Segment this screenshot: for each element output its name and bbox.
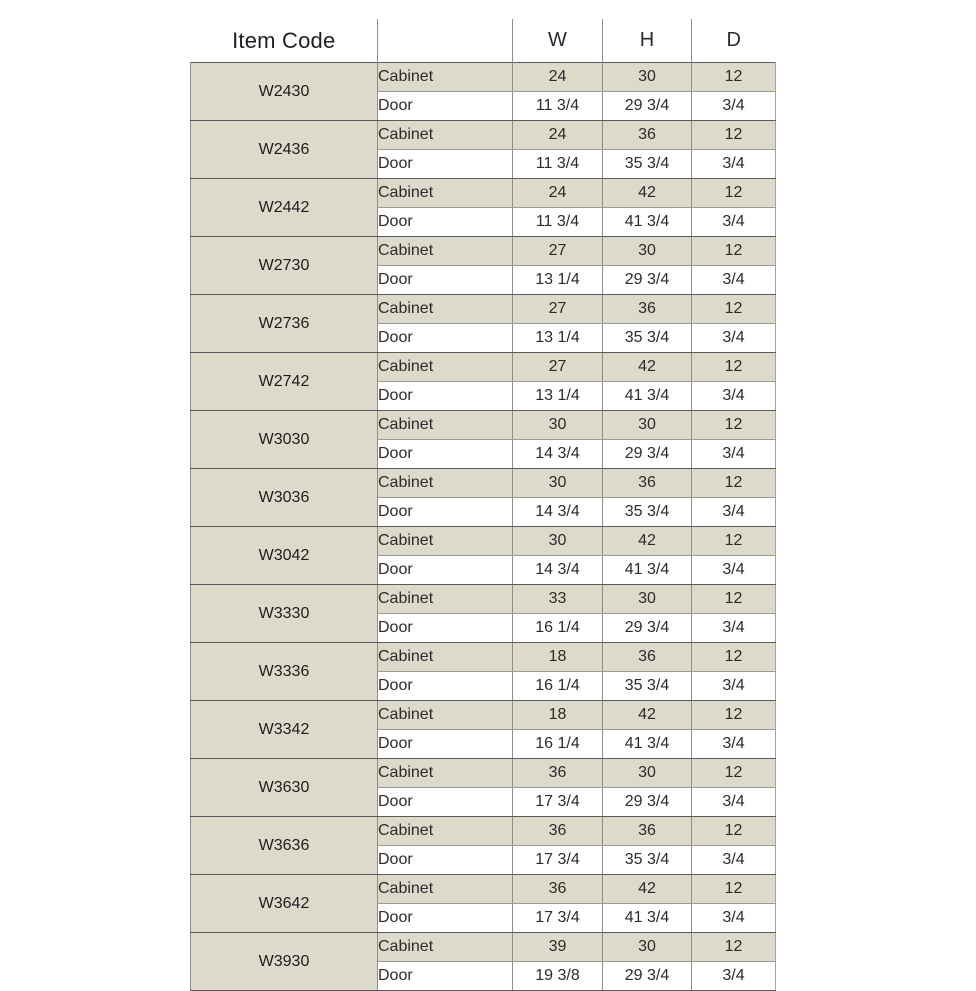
cabinet-value-cell: 12	[692, 237, 776, 266]
cabinet-value-cell: 12	[692, 933, 776, 962]
door-label-cell: Door	[378, 614, 513, 643]
door-value-cell: 3/4	[692, 904, 776, 933]
door-label-cell: Door	[378, 208, 513, 237]
cabinet-value-cell: 30	[513, 527, 603, 556]
cabinet-value-cell: 24	[513, 121, 603, 150]
door-value-cell: 3/4	[692, 208, 776, 237]
item-code-cell: W3042	[191, 527, 378, 585]
cabinet-label-cell: Cabinet	[378, 701, 513, 730]
cabinet-value-cell: 12	[692, 585, 776, 614]
cabinet-value-cell: 42	[603, 527, 692, 556]
cabinet-value-cell: 42	[603, 875, 692, 904]
door-value-cell: 3/4	[692, 266, 776, 295]
item-code-cell: W3642	[191, 875, 378, 933]
door-label-cell: Door	[378, 440, 513, 469]
cabinet-label-cell: Cabinet	[378, 179, 513, 208]
door-label-cell: Door	[378, 382, 513, 411]
door-value-cell: 3/4	[692, 382, 776, 411]
cabinet-value-cell: 30	[603, 759, 692, 788]
cabinet-row	[191, 817, 776, 846]
cabinet-label-cell: Cabinet	[378, 933, 513, 962]
cabinet-label-cell: Cabinet	[378, 875, 513, 904]
cabinet-row	[191, 353, 776, 382]
height-column-header: H	[603, 19, 692, 63]
cabinet-value-cell: 12	[692, 643, 776, 672]
door-value-cell: 29 3/4	[603, 788, 692, 817]
cabinet-value-cell: 36	[603, 121, 692, 150]
door-value-cell: 29 3/4	[603, 440, 692, 469]
door-label-cell: Door	[378, 150, 513, 179]
door-value-cell: 17 3/4	[513, 846, 603, 875]
cabinet-value-cell: 12	[692, 875, 776, 904]
cabinet-value-cell: 36	[603, 469, 692, 498]
cabinet-label-cell: Cabinet	[378, 643, 513, 672]
cabinet-label-cell: Cabinet	[378, 295, 513, 324]
cabinet-value-cell: 27	[513, 353, 603, 382]
door-value-cell: 41 3/4	[603, 904, 692, 933]
door-value-cell: 16 1/4	[513, 730, 603, 759]
cabinet-value-cell: 24	[513, 63, 603, 92]
cabinet-row	[191, 875, 776, 904]
cabinet-value-cell: 30	[513, 411, 603, 440]
cabinet-label-cell: Cabinet	[378, 585, 513, 614]
door-value-cell: 16 1/4	[513, 614, 603, 643]
cabinet-value-cell: 36	[603, 295, 692, 324]
door-value-cell: 14 3/4	[513, 556, 603, 585]
cabinet-value-cell: 18	[513, 643, 603, 672]
cabinet-value-cell: 30	[513, 469, 603, 498]
header-row	[191, 19, 776, 63]
door-value-cell: 35 3/4	[603, 324, 692, 353]
door-value-cell: 29 3/4	[603, 962, 692, 991]
cabinet-value-cell: 12	[692, 179, 776, 208]
width-column-header: W	[513, 19, 603, 63]
cabinet-value-cell: 24	[513, 179, 603, 208]
door-value-cell: 3/4	[692, 150, 776, 179]
item-code-cell: W2730	[191, 237, 378, 295]
door-value-cell: 41 3/4	[603, 208, 692, 237]
item-code-cell: W2442	[191, 179, 378, 237]
spec-table-body	[191, 63, 776, 991]
door-value-cell: 3/4	[692, 672, 776, 701]
door-value-cell: 17 3/4	[513, 904, 603, 933]
item-code-cell: W3036	[191, 469, 378, 527]
cabinet-value-cell: 30	[603, 411, 692, 440]
cabinet-row	[191, 237, 776, 266]
cabinet-value-cell: 36	[513, 759, 603, 788]
cabinet-value-cell: 27	[513, 295, 603, 324]
door-label-cell: Door	[378, 788, 513, 817]
item-code-cell: W3342	[191, 701, 378, 759]
cabinet-value-cell: 12	[692, 759, 776, 788]
door-value-cell: 3/4	[692, 614, 776, 643]
door-value-cell: 41 3/4	[603, 556, 692, 585]
cabinet-label-cell: Cabinet	[378, 63, 513, 92]
door-label-cell: Door	[378, 730, 513, 759]
door-value-cell: 41 3/4	[603, 382, 692, 411]
cabinet-row	[191, 63, 776, 92]
door-value-cell: 35 3/4	[603, 672, 692, 701]
door-value-cell: 29 3/4	[603, 92, 692, 121]
cabinet-spec-table	[190, 19, 776, 991]
cabinet-label-cell: Cabinet	[378, 237, 513, 266]
door-value-cell: 41 3/4	[603, 730, 692, 759]
item-code-cell: W3030	[191, 411, 378, 469]
cabinet-row	[191, 527, 776, 556]
cabinet-row	[191, 121, 776, 150]
cabinet-value-cell: 30	[603, 933, 692, 962]
door-value-cell: 3/4	[692, 440, 776, 469]
door-value-cell: 29 3/4	[603, 614, 692, 643]
cabinet-value-cell: 39	[513, 933, 603, 962]
door-value-cell: 14 3/4	[513, 440, 603, 469]
item-code-cell: W3636	[191, 817, 378, 875]
depth-column-header: D	[692, 19, 776, 63]
cabinet-spec-table-container	[190, 19, 776, 991]
cabinet-value-cell: 18	[513, 701, 603, 730]
cabinet-value-cell: 30	[603, 63, 692, 92]
cabinet-label-cell: Cabinet	[378, 817, 513, 846]
cabinet-value-cell: 12	[692, 701, 776, 730]
door-value-cell: 3/4	[692, 92, 776, 121]
door-label-cell: Door	[378, 846, 513, 875]
cabinet-value-cell: 36	[513, 817, 603, 846]
door-label-cell: Door	[378, 498, 513, 527]
door-label-cell: Door	[378, 266, 513, 295]
cabinet-value-cell: 12	[692, 121, 776, 150]
cabinet-value-cell: 42	[603, 179, 692, 208]
door-value-cell: 3/4	[692, 962, 776, 991]
cabinet-value-cell: 12	[692, 353, 776, 382]
door-label-cell: Door	[378, 556, 513, 585]
cabinet-value-cell: 12	[692, 63, 776, 92]
cabinet-value-cell: 12	[692, 817, 776, 846]
item-code-cell: W2736	[191, 295, 378, 353]
cabinet-label-cell: Cabinet	[378, 527, 513, 556]
door-value-cell: 3/4	[692, 498, 776, 527]
item-code-cell: W3630	[191, 759, 378, 817]
door-value-cell: 3/4	[692, 730, 776, 759]
door-value-cell: 35 3/4	[603, 498, 692, 527]
door-value-cell: 11 3/4	[513, 92, 603, 121]
cabinet-value-cell: 33	[513, 585, 603, 614]
item-code-cell: W2436	[191, 121, 378, 179]
cabinet-value-cell: 30	[603, 237, 692, 266]
cabinet-label-cell: Cabinet	[378, 121, 513, 150]
door-value-cell: 35 3/4	[603, 846, 692, 875]
cabinet-row	[191, 759, 776, 788]
item-code-header: Item Code	[191, 19, 378, 63]
door-label-cell: Door	[378, 92, 513, 121]
cabinet-value-cell: 42	[603, 353, 692, 382]
cabinet-value-cell: 12	[692, 469, 776, 498]
cabinet-row	[191, 179, 776, 208]
door-value-cell: 3/4	[692, 846, 776, 875]
door-value-cell: 17 3/4	[513, 788, 603, 817]
cabinet-label-cell: Cabinet	[378, 411, 513, 440]
door-label-cell: Door	[378, 324, 513, 353]
door-label-cell: Door	[378, 904, 513, 933]
door-value-cell: 3/4	[692, 556, 776, 585]
cabinet-value-cell: 12	[692, 527, 776, 556]
type-column-header	[378, 19, 513, 63]
cabinet-row	[191, 701, 776, 730]
cabinet-row	[191, 643, 776, 672]
cabinet-row	[191, 585, 776, 614]
door-value-cell: 13 1/4	[513, 266, 603, 295]
cabinet-value-cell: 36	[513, 875, 603, 904]
door-value-cell: 14 3/4	[513, 498, 603, 527]
door-value-cell: 11 3/4	[513, 150, 603, 179]
cabinet-label-cell: Cabinet	[378, 759, 513, 788]
door-value-cell: 11 3/4	[513, 208, 603, 237]
cabinet-value-cell: 36	[603, 643, 692, 672]
cabinet-row	[191, 469, 776, 498]
door-value-cell: 35 3/4	[603, 150, 692, 179]
cabinet-value-cell: 12	[692, 411, 776, 440]
item-code-cell: W2430	[191, 63, 378, 121]
cabinet-value-cell: 30	[603, 585, 692, 614]
cabinet-label-cell: Cabinet	[378, 469, 513, 498]
door-value-cell: 3/4	[692, 788, 776, 817]
cabinet-row	[191, 295, 776, 324]
cabinet-value-cell: 42	[603, 701, 692, 730]
cabinet-value-cell: 36	[603, 817, 692, 846]
door-value-cell: 13 1/4	[513, 324, 603, 353]
item-code-cell: W3330	[191, 585, 378, 643]
door-value-cell: 19 3/8	[513, 962, 603, 991]
door-value-cell: 13 1/4	[513, 382, 603, 411]
cabinet-row	[191, 411, 776, 440]
item-code-cell: W3930	[191, 933, 378, 991]
cabinet-value-cell: 27	[513, 237, 603, 266]
door-value-cell: 3/4	[692, 324, 776, 353]
door-value-cell: 29 3/4	[603, 266, 692, 295]
cabinet-row	[191, 933, 776, 962]
item-code-cell: W3336	[191, 643, 378, 701]
item-code-cell: W2742	[191, 353, 378, 411]
cabinet-value-cell: 12	[692, 295, 776, 324]
cabinet-label-cell: Cabinet	[378, 353, 513, 382]
door-value-cell: 16 1/4	[513, 672, 603, 701]
door-label-cell: Door	[378, 672, 513, 701]
door-label-cell: Door	[378, 962, 513, 991]
spec-table-header	[191, 19, 776, 63]
